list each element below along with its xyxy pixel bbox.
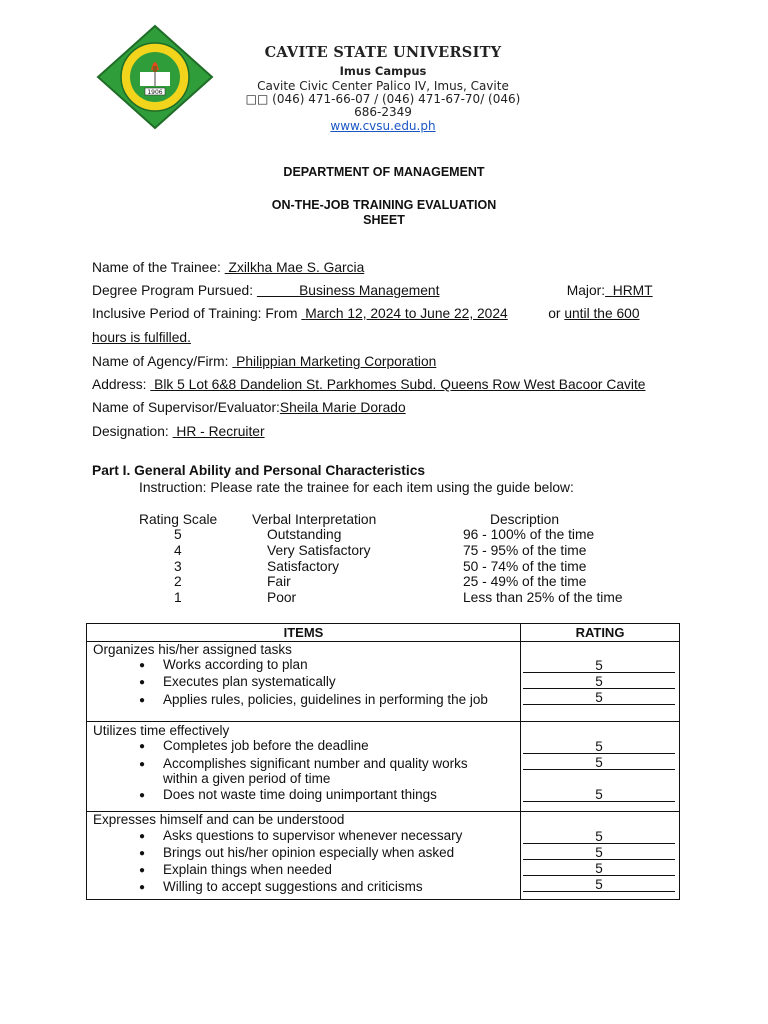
rating-underline (523, 875, 675, 876)
agency-value: Philippian Marketing Corporation (236, 354, 437, 369)
item-rating: 5 (595, 658, 603, 673)
item-rating: 5 (595, 829, 603, 844)
bullet-icon: ● (139, 741, 146, 752)
address-label: Address: (92, 377, 147, 392)
period-until-cont: hours is fulfilled. (92, 330, 191, 345)
logo-year: 1906 (147, 89, 163, 96)
rating-underline (523, 672, 675, 673)
part1-title: Part I. General Ability and Personal Characteristics (92, 463, 426, 478)
bullet-icon: ● (139, 660, 146, 671)
university-name: CAVITE STATE UNIVERSITY (264, 44, 502, 61)
bullet-icon: ● (139, 677, 146, 688)
period-line (92, 306, 640, 321)
item-rating: 5 (595, 739, 603, 754)
bullet-icon: ● (139, 831, 146, 842)
scale-verbal: Fair (267, 574, 291, 589)
column-header-items: ITEMS (283, 625, 324, 640)
scale-rating: 4 (174, 543, 182, 558)
scale-description: 75 - 95% of the time (463, 543, 587, 558)
item-rating: 5 (595, 674, 603, 689)
rating-underline (523, 688, 675, 689)
scale-rating: 3 (174, 559, 182, 574)
agency-line (92, 354, 670, 369)
item-rating: 5 (595, 861, 603, 876)
supervisor-line (92, 400, 548, 415)
scale-rating: 1 (174, 590, 182, 605)
item-rating: 5 (595, 690, 603, 705)
university-seal-logo (96, 24, 214, 130)
trainee-value: Zxilkha Mae S. Garcia (228, 260, 365, 275)
scale-rating: 2 (174, 574, 182, 589)
designation-value: HR - Recruiter (176, 424, 265, 439)
rating-underline (523, 843, 675, 844)
bullet-icon: ● (139, 759, 146, 770)
period-until: until the 600 (564, 306, 640, 321)
campus-name: Imus Campus (339, 64, 427, 78)
group-title: Organizes his/her assigned tasks (93, 642, 292, 657)
designation-line (92, 424, 549, 439)
scale-description: 96 - 100% of the time (463, 527, 595, 542)
item-text: Asks questions to supervisor whenever necessary (163, 828, 463, 843)
phone-numbers: □□ (046) 471-66-07 / (046) 471-67-70/ (046) (245, 92, 521, 106)
period-label: Inclusive Period of Training: From (92, 306, 298, 321)
group-title: Expresses himself and can be understood (93, 812, 345, 827)
column-header-rating: RATING (575, 625, 625, 640)
bullet-icon: ● (139, 882, 146, 893)
rating-underline (523, 801, 675, 802)
agency-label: Name of Agency/Firm: (92, 354, 229, 369)
period-line-2 (92, 330, 191, 345)
rating-underline (523, 859, 675, 860)
trainee-label: Name of the Trainee: (92, 260, 221, 275)
phone-numbers-cont: 686-2349 (354, 105, 412, 119)
trainee-line (92, 260, 661, 275)
designation-label: Designation: (92, 424, 169, 439)
item-text: Applies rules, policies, guidelines in performing the job (163, 692, 488, 707)
form-title: ON-THE-JOB TRAINING EVALUATION (271, 198, 497, 212)
scale-description: Less than 25% of the time (463, 590, 623, 605)
campus-address: Cavite Civic Center Palico IV, Imus, Cavite (257, 79, 509, 93)
item-text: Executes plan systematically (163, 674, 336, 689)
item-rating: 5 (595, 755, 603, 770)
website-link[interactable]: www.cvsu.edu.ph (330, 119, 436, 133)
item-text: Accomplishes significant number and quality works (163, 756, 468, 771)
address-value: Blk 5 Lot 6&8 Dandelion St. Parkhomes Subd. Queens Row West Bacoor Cavite (154, 377, 646, 392)
bullet-icon: ● (139, 790, 146, 801)
scale-header-description: Description (490, 512, 560, 527)
scale-verbal: Satisfactory (267, 559, 340, 574)
item-text: Does not waste time doing unimportant things (163, 787, 437, 802)
degree-line (92, 283, 673, 298)
item-text: Works according to plan (163, 657, 308, 672)
item-rating: 5 (595, 877, 603, 892)
major-value: HRMT (612, 283, 653, 298)
degree-label: Degree Program Pursued: (92, 283, 254, 298)
item-text-cont: within a given period of time (163, 771, 331, 786)
supervisor-value: Sheila Marie Dorado (279, 400, 406, 415)
scale-rating: 5 (174, 527, 182, 542)
scale-description: 50 - 74% of the time (463, 559, 587, 574)
address-line (92, 377, 645, 392)
bullet-icon: ● (139, 848, 146, 859)
item-text: Completes job before the deadline (163, 738, 369, 753)
degree-value: Business Management (299, 283, 440, 298)
period-or: or (548, 306, 561, 321)
scale-verbal: Poor (267, 590, 297, 605)
part1-instruction: Instruction: Please rate the trainee for each item using the guide below: (139, 480, 574, 495)
scale-header-verbal: Verbal Interpretation (252, 512, 377, 527)
supervisor-label: Name of Supervisor/Evaluator: (92, 400, 280, 415)
bullet-icon: ● (139, 865, 146, 876)
department-title: DEPARTMENT OF MANAGEMENT (283, 165, 485, 179)
rating-underline (523, 704, 675, 705)
evaluation-table (86, 623, 680, 900)
scale-verbal: Outstanding (267, 527, 342, 542)
rating-underline (523, 891, 675, 892)
period-value: March 12, 2024 to June 22, 2024 (305, 306, 508, 321)
group-title: Utilizes time effectively (93, 723, 230, 738)
scale-header-rating: Rating Scale (139, 512, 218, 527)
major-label: Major: (566, 283, 606, 298)
rating-underline (523, 769, 675, 770)
bullet-icon: ● (139, 695, 146, 706)
item-text: Brings out his/her opinion especially when asked (163, 845, 455, 860)
item-rating: 5 (595, 787, 603, 802)
scale-verbal: Very Satisfactory (267, 543, 371, 558)
form-title-line2: SHEET (363, 213, 405, 227)
item-rating: 5 (595, 845, 603, 860)
rating-underline (523, 753, 675, 754)
item-text: Explain things when needed (163, 862, 332, 877)
item-text: Willing to accept suggestions and criticisms (163, 879, 423, 894)
scale-description: 25 - 49% of the time (463, 574, 587, 589)
